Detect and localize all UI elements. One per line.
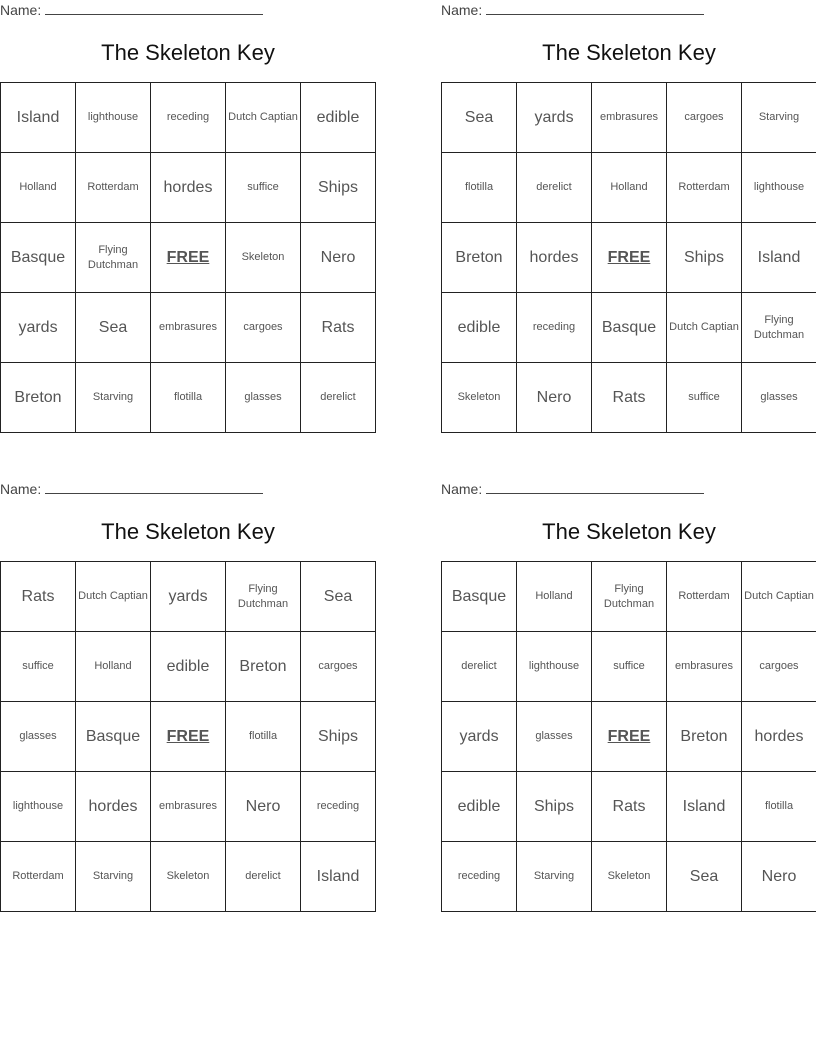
bingo-cell[interactable]: glasses	[742, 363, 816, 433]
bingo-cell[interactable]: edible	[151, 632, 226, 702]
free-space-cell[interactable]: FREE	[592, 223, 667, 293]
bingo-cell[interactable]: yards	[1, 293, 76, 363]
bingo-cell[interactable]: edible	[442, 772, 517, 842]
bingo-cell[interactable]: Rats	[592, 772, 667, 842]
bingo-cell[interactable]: Flying Dutchman	[742, 293, 816, 363]
bingo-cell[interactable]: Ships	[667, 223, 742, 293]
card-title: The Skeleton Key	[101, 519, 275, 544]
bingo-cell[interactable]: Flying Dutchman	[592, 562, 667, 632]
bingo-cell[interactable]: edible	[301, 83, 376, 153]
name-blank-line[interactable]	[486, 2, 704, 15]
bingo-cell[interactable]: Dutch Captian	[742, 562, 816, 632]
free-space-cell[interactable]: FREE	[592, 702, 667, 772]
grid-row	[442, 83, 816, 153]
name-blank-line[interactable]	[486, 481, 704, 494]
bingo-card	[441, 0, 816, 440]
bingo-cell[interactable]: hordes	[742, 702, 816, 772]
grid-row	[1, 363, 376, 433]
bingo-cell[interactable]: Ships	[301, 153, 376, 223]
bingo-cell[interactable]: Basque	[1, 223, 76, 293]
bingo-cell[interactable]: Flying Dutchman	[226, 562, 301, 632]
name-field[interactable]	[441, 481, 704, 497]
name-blank-line[interactable]	[45, 2, 263, 15]
bingo-cell[interactable]: Breton	[442, 223, 517, 293]
bingo-cell[interactable]: flotilla	[226, 702, 301, 772]
bingo-cell[interactable]: cargoes	[226, 293, 301, 363]
bingo-cell[interactable]: Skeleton	[442, 363, 517, 433]
card-title: The Skeleton Key	[101, 40, 275, 65]
bingo-cell[interactable]: derelict	[226, 842, 301, 912]
grid-row	[1, 153, 376, 223]
bingo-cell[interactable]: Nero	[517, 363, 592, 433]
bingo-cell[interactable]: Rotterdam	[1, 842, 76, 912]
bingo-cell[interactable]: derelict	[442, 632, 517, 702]
bingo-grid	[441, 561, 816, 912]
bingo-cell[interactable]: Starving	[517, 842, 592, 912]
bingo-cell[interactable]: receding	[517, 293, 592, 363]
bingo-cell[interactable]: Skeleton	[151, 842, 226, 912]
bingo-cell[interactable]: Nero	[226, 772, 301, 842]
grid-row	[1, 83, 376, 153]
free-space-cell[interactable]: FREE	[151, 702, 226, 772]
bingo-cell[interactable]: receding	[301, 772, 376, 842]
bingo-grid	[0, 561, 376, 912]
grid-row	[1, 223, 376, 293]
bingo-cell[interactable]: lighthouse	[76, 83, 151, 153]
grid-row	[442, 363, 816, 433]
bingo-cell[interactable]: Island	[301, 842, 376, 912]
bingo-cell[interactable]: yards	[151, 562, 226, 632]
bingo-cell[interactable]: suffice	[1, 632, 76, 702]
bingo-cell[interactable]: embrasures	[667, 632, 742, 702]
bingo-cell[interactable]: suffice	[226, 153, 301, 223]
grid-row	[1, 632, 376, 702]
bingo-cell[interactable]: Basque	[442, 562, 517, 632]
name-label: Name:	[0, 481, 42, 497]
bingo-cell[interactable]: flotilla	[742, 772, 816, 842]
bingo-cell[interactable]: Sea	[667, 842, 742, 912]
bingo-cell[interactable]: yards	[517, 83, 592, 153]
bingo-cell[interactable]: Breton	[667, 702, 742, 772]
bingo-cell[interactable]: Starving	[742, 83, 816, 153]
bingo-cell[interactable]: Nero	[742, 842, 816, 912]
bingo-cell[interactable]: Holland	[1, 153, 76, 223]
bingo-cell[interactable]: embrasures	[151, 293, 226, 363]
name-label: Name:	[441, 481, 483, 497]
bingo-card	[0, 0, 376, 440]
bingo-cell[interactable]: Rotterdam	[667, 153, 742, 223]
bingo-cell[interactable]: flotilla	[442, 153, 517, 223]
bingo-cell[interactable]: Ships	[301, 702, 376, 772]
bingo-cell[interactable]: cargoes	[301, 632, 376, 702]
bingo-cell[interactable]: Rats	[1, 562, 76, 632]
bingo-cell[interactable]: Flying Dutchman	[76, 223, 151, 293]
grid-row	[1, 772, 376, 842]
bingo-cell[interactable]: glasses	[1, 702, 76, 772]
grid-row	[442, 842, 816, 912]
bingo-cell[interactable]: Sea	[301, 562, 376, 632]
bingo-cell[interactable]: Dutch Captian	[226, 83, 301, 153]
grid-row	[442, 153, 816, 223]
bingo-cell[interactable]: hordes	[151, 153, 226, 223]
bingo-cell[interactable]: Ships	[517, 772, 592, 842]
bingo-cell[interactable]: Basque	[592, 293, 667, 363]
bingo-cell[interactable]: Holland	[517, 562, 592, 632]
bingo-cell[interactable]: embrasures	[151, 772, 226, 842]
grid-row	[442, 702, 816, 772]
grid-row	[442, 562, 816, 632]
bingo-card	[0, 479, 376, 919]
bingo-cell[interactable]: Rotterdam	[76, 153, 151, 223]
bingo-cell[interactable]: suffice	[667, 363, 742, 433]
bingo-cell[interactable]: Island	[667, 772, 742, 842]
bingo-cell[interactable]: lighthouse	[517, 632, 592, 702]
card-title: The Skeleton Key	[542, 40, 716, 65]
bingo-cell[interactable]: cargoes	[742, 632, 816, 702]
bingo-cell[interactable]: Basque	[76, 702, 151, 772]
bingo-cell[interactable]: Holland	[592, 153, 667, 223]
card-title: The Skeleton Key	[542, 519, 716, 544]
name-blank-line[interactable]	[45, 481, 263, 494]
grid-row	[442, 632, 816, 702]
bingo-cell[interactable]: suffice	[592, 632, 667, 702]
bingo-cell[interactable]: Island	[742, 223, 816, 293]
bingo-cell[interactable]: receding	[442, 842, 517, 912]
grid-row	[1, 842, 376, 912]
bingo-cell[interactable]: lighthouse	[1, 772, 76, 842]
bingo-cell[interactable]: derelict	[517, 153, 592, 223]
free-space-cell[interactable]: FREE	[151, 223, 226, 293]
bingo-grid	[441, 82, 816, 433]
grid-row	[442, 293, 816, 363]
bingo-cell[interactable]: hordes	[76, 772, 151, 842]
bingo-cell[interactable]: derelict	[301, 363, 376, 433]
bingo-cell[interactable]: glasses	[226, 363, 301, 433]
grid-row	[1, 562, 376, 632]
grid-row	[1, 293, 376, 363]
grid-row	[1, 702, 376, 772]
grid-row	[442, 223, 816, 293]
bingo-cell[interactable]: lighthouse	[742, 153, 816, 223]
bingo-cell[interactable]: Rotterdam	[667, 562, 742, 632]
bingo-cell[interactable]: Sea	[442, 83, 517, 153]
bingo-cell[interactable]: Breton	[226, 632, 301, 702]
name-field[interactable]	[0, 2, 263, 18]
bingo-cell[interactable]: Rats	[301, 293, 376, 363]
bingo-cell[interactable]: edible	[442, 293, 517, 363]
bingo-cell[interactable]: Rats	[592, 363, 667, 433]
bingo-cell[interactable]: cargoes	[667, 83, 742, 153]
name-field[interactable]	[441, 2, 704, 18]
bingo-cell[interactable]: yards	[442, 702, 517, 772]
bingo-cell[interactable]: Skeleton	[226, 223, 301, 293]
bingo-cell[interactable]: Dutch Captian	[667, 293, 742, 363]
bingo-cell[interactable]: Nero	[301, 223, 376, 293]
bingo-cell[interactable]: Starving	[76, 363, 151, 433]
bingo-cell[interactable]: receding	[151, 83, 226, 153]
bingo-cell[interactable]: embrasures	[592, 83, 667, 153]
name-field[interactable]	[0, 481, 263, 497]
name-label: Name:	[441, 2, 483, 18]
bingo-cell[interactable]: flotilla	[151, 363, 226, 433]
bingo-cell[interactable]: Holland	[76, 632, 151, 702]
bingo-cell[interactable]: Dutch Captian	[76, 562, 151, 632]
bingo-cell[interactable]: Breton	[1, 363, 76, 433]
bingo-cell[interactable]: Starving	[76, 842, 151, 912]
bingo-cell[interactable]: glasses	[517, 702, 592, 772]
bingo-card	[441, 479, 816, 919]
name-label: Name:	[0, 2, 42, 18]
bingo-cell[interactable]: Sea	[76, 293, 151, 363]
grid-row	[442, 772, 816, 842]
bingo-cell[interactable]: hordes	[517, 223, 592, 293]
bingo-cell[interactable]: Island	[1, 83, 76, 153]
bingo-cell[interactable]: Skeleton	[592, 842, 667, 912]
bingo-grid	[0, 82, 376, 433]
